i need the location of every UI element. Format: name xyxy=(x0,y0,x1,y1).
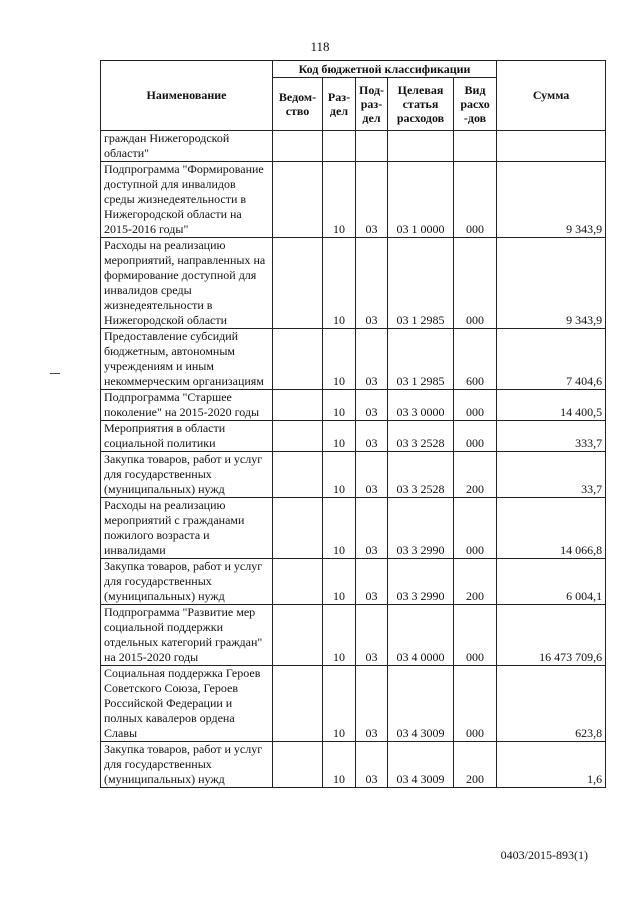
row-subsection: 03 xyxy=(356,666,388,742)
table-body xyxy=(101,131,606,788)
header-ministry: Ведом-ство xyxy=(273,78,323,131)
row-name: граждан Нижегородской области" xyxy=(101,131,273,162)
row-target-article: 03 3 2528 xyxy=(388,421,454,452)
row-section: 10 xyxy=(323,666,356,742)
row-name: Подпрограмма "Старшее поколение" на 2015-2020 годы xyxy=(101,390,273,421)
header-section: Раз-дел xyxy=(323,78,356,131)
row-target-article: 03 4 0000 xyxy=(388,605,454,666)
row-ministry xyxy=(273,421,323,452)
row-sum xyxy=(497,131,606,162)
row-subsection: 03 xyxy=(356,390,388,421)
row-name: Мероприятия в области социальной политики xyxy=(101,421,273,452)
table-row xyxy=(101,390,606,421)
row-target-article: 03 3 2990 xyxy=(388,559,454,605)
row-target-article xyxy=(388,131,454,162)
row-ministry xyxy=(273,452,323,498)
header-expense-type: Вид расхо -дов xyxy=(454,78,497,131)
row-sum: 16 473 709,6 xyxy=(497,605,606,666)
table-row xyxy=(101,162,606,238)
row-subsection: 03 xyxy=(356,238,388,329)
row-section: 10 xyxy=(323,162,356,238)
row-expense-type: 200 xyxy=(454,559,497,605)
row-section: 10 xyxy=(323,742,356,788)
row-sum: 623,8 xyxy=(497,666,606,742)
row-subsection: 03 xyxy=(356,452,388,498)
row-subsection xyxy=(356,131,388,162)
row-section: 10 xyxy=(323,329,356,390)
row-expense-type: 000 xyxy=(454,162,497,238)
row-section: 10 xyxy=(323,559,356,605)
row-expense-type: 000 xyxy=(454,498,497,559)
table-row xyxy=(101,666,606,742)
row-target-article: 03 4 3009 xyxy=(388,666,454,742)
table-row xyxy=(101,559,606,605)
row-ministry xyxy=(273,666,323,742)
table-row xyxy=(101,238,606,329)
budget-table xyxy=(100,60,606,788)
header-sum: Сумма xyxy=(497,61,606,131)
row-name: Расходы на реализацию мероприятий, направленных на формирование доступной для инвалидов среды жизнедеятельности в Нижегородской области xyxy=(101,238,273,329)
row-target-article: 03 3 2528 xyxy=(388,452,454,498)
row-section: 10 xyxy=(323,390,356,421)
row-subsection: 03 xyxy=(356,329,388,390)
table-row xyxy=(101,329,606,390)
page-number: 118 xyxy=(310,39,330,54)
margin-mark xyxy=(50,373,60,374)
row-subsection: 03 xyxy=(356,421,388,452)
row-name: Социальная поддержка Героев Советского Союза, Героев Российской Федерации и полных кавалеров ордена Славы xyxy=(101,666,273,742)
row-ministry xyxy=(273,238,323,329)
row-ministry xyxy=(273,329,323,390)
row-subsection: 03 xyxy=(356,162,388,238)
row-name: Подпрограмма "Формирование доступной для инвалидов среды жизнедеятельности в Нижегородской области на 2015-2016 годы" xyxy=(101,162,273,238)
document-code: 0403/2015-893(1) xyxy=(500,848,588,862)
row-sum: 14 400,5 xyxy=(497,390,606,421)
row-expense-type: 000 xyxy=(454,666,497,742)
row-sum: 14 066,8 xyxy=(497,498,606,559)
row-name: Закупка товаров, работ и услуг для государственных (муниципальных) нужд xyxy=(101,559,273,605)
row-subsection: 03 xyxy=(356,559,388,605)
row-name: Подпрограмма "Развитие мер социальной поддержки отдельных категорий граждан" на 2015-2020 годы xyxy=(101,605,273,666)
row-name: Предоставление субсидий бюджетным, автономным учреждениям и иным некоммерческим организациям xyxy=(101,329,273,390)
row-sum: 9 343,9 xyxy=(497,238,606,329)
row-section: 10 xyxy=(323,238,356,329)
row-ministry xyxy=(273,498,323,559)
row-ministry xyxy=(273,131,323,162)
row-sum: 33,7 xyxy=(497,452,606,498)
row-target-article: 03 1 0000 xyxy=(388,162,454,238)
row-ministry xyxy=(273,162,323,238)
row-section: 10 xyxy=(323,421,356,452)
table-row xyxy=(101,498,606,559)
row-ministry xyxy=(273,559,323,605)
row-subsection: 03 xyxy=(356,498,388,559)
table-row xyxy=(101,742,606,788)
row-section: 10 xyxy=(323,498,356,559)
row-section: 10 xyxy=(323,452,356,498)
row-sum: 7 404,6 xyxy=(497,329,606,390)
row-expense-type: 600 xyxy=(454,329,497,390)
row-target-article: 03 1 2985 xyxy=(388,238,454,329)
row-expense-type xyxy=(454,131,497,162)
table-row xyxy=(101,605,606,666)
table-row xyxy=(101,131,606,162)
table-row xyxy=(101,421,606,452)
row-target-article: 03 4 3009 xyxy=(388,742,454,788)
row-sum: 6 004,1 xyxy=(497,559,606,605)
row-sum: 9 343,9 xyxy=(497,162,606,238)
row-expense-type: 000 xyxy=(454,421,497,452)
row-ministry xyxy=(273,742,323,788)
row-expense-type: 200 xyxy=(454,452,497,498)
row-expense-type: 200 xyxy=(454,742,497,788)
row-expense-type: 000 xyxy=(454,390,497,421)
header-subsection: Под-раз-дел xyxy=(356,78,388,131)
row-target-article: 03 3 2990 xyxy=(388,498,454,559)
row-ministry xyxy=(273,390,323,421)
row-target-article: 03 1 2985 xyxy=(388,329,454,390)
row-subsection: 03 xyxy=(356,742,388,788)
row-name: Расходы на реализацию мероприятий с гражданами пожилого возраста и инвалидами xyxy=(101,498,273,559)
row-section: 10 xyxy=(323,605,356,666)
row-target-article: 03 3 0000 xyxy=(388,390,454,421)
row-subsection: 03 xyxy=(356,605,388,666)
header-target-article: Целевая статья расходов xyxy=(388,78,454,131)
row-name: Закупка товаров, работ и услуг для государственных (муниципальных) нужд xyxy=(101,452,273,498)
row-name: Закупка товаров, работ и услуг для государственных (муниципальных) нужд xyxy=(101,742,273,788)
row-expense-type: 000 xyxy=(454,238,497,329)
header-name: Наименование xyxy=(101,61,273,131)
row-ministry xyxy=(273,605,323,666)
row-section xyxy=(323,131,356,162)
row-sum: 1,6 xyxy=(497,742,606,788)
row-expense-type: 000 xyxy=(454,605,497,666)
header-classification-code: Код бюджетной классификации xyxy=(273,61,497,78)
row-sum: 333,7 xyxy=(497,421,606,452)
table-row xyxy=(101,452,606,498)
